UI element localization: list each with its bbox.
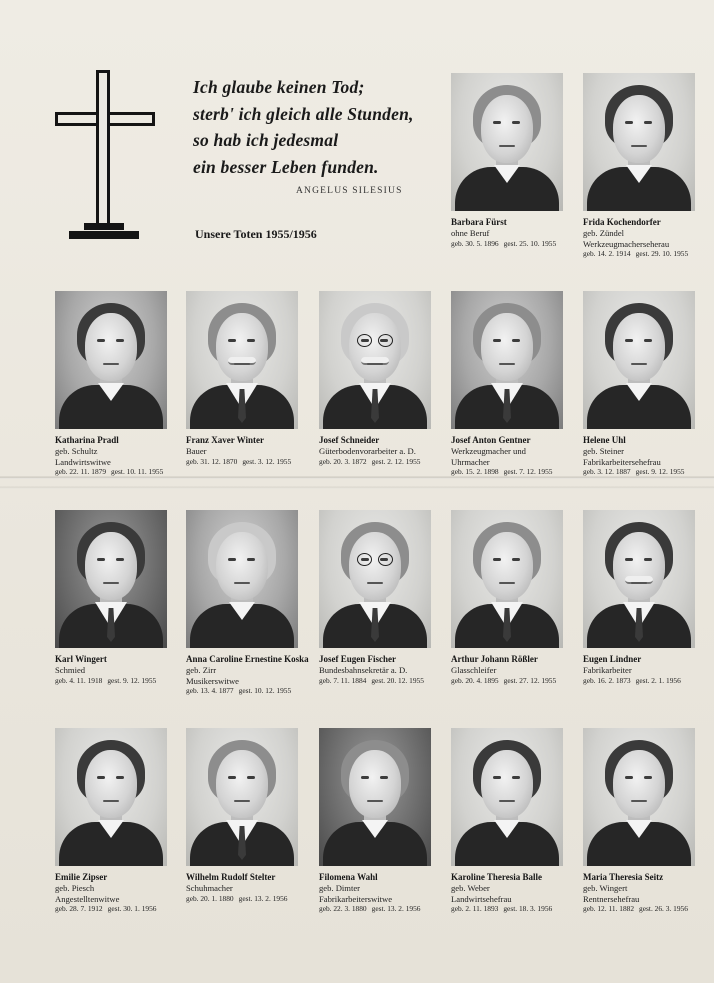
person-detail: Güterbodenvorarbeiter a. D.	[319, 446, 416, 456]
life-dates	[583, 676, 711, 686]
person-name: Barbara Fürst	[451, 217, 507, 227]
birth-date: geb. 12. 11. 1882	[583, 904, 635, 914]
obituary-entry	[583, 291, 711, 477]
birth-date: geb. 22. 11. 1879	[55, 467, 107, 477]
person-detail: geb. Dimter	[319, 883, 361, 893]
life-dates	[451, 904, 579, 914]
life-dates	[583, 249, 711, 259]
obituary-entry	[186, 510, 314, 696]
person-name: Anna Caroline Ernestine Koska	[186, 654, 309, 664]
person-detail: geb. Wingert	[583, 883, 628, 893]
obituary-entry	[451, 510, 579, 686]
birth-date: geb. 20. 1. 1880	[186, 893, 234, 903]
person-detail: Werkzeugmacher und	[451, 446, 526, 456]
person-detail: Rentnersehefrau	[583, 893, 640, 904]
portrait-photo	[451, 73, 563, 211]
birth-date: geb. 4. 11. 1918	[55, 675, 103, 685]
person-detail: Angestelltenwitwe	[55, 893, 120, 904]
portrait-photo	[583, 510, 695, 648]
life-dates	[319, 904, 447, 914]
person-detail: geb. Piesch	[55, 883, 95, 893]
obituary-entry	[319, 291, 447, 467]
poem-author: ANGELUS SILESIUS	[296, 186, 403, 196]
death-date: gest. 9. 12. 1955	[107, 675, 157, 685]
death-date: gest. 26. 3. 1956	[639, 904, 688, 914]
person-detail: Fabrikarbeitersehefrau	[583, 456, 661, 467]
birth-date: geb. 30. 5. 1896	[451, 238, 499, 248]
life-dates	[186, 686, 314, 696]
portrait-photo	[55, 291, 167, 429]
life-dates	[319, 457, 447, 467]
obituary-entry	[583, 728, 711, 914]
birth-date: geb. 13. 4. 1877	[186, 686, 234, 696]
person-detail: geb. Zündel	[583, 228, 625, 238]
portrait-photo	[583, 728, 695, 866]
person-detail: geb. Weber	[451, 883, 490, 893]
death-date: gest. 3. 12. 1955	[242, 456, 292, 466]
portrait-photo	[55, 728, 167, 866]
death-date: gest. 2. 1. 1956	[635, 675, 681, 685]
death-date: gest. 13. 2. 1956	[238, 893, 288, 903]
person-detail: geb. Zirr	[186, 665, 217, 675]
person-detail: Fabrikarbeiter	[583, 665, 632, 675]
death-date: gest. 18. 3. 1956	[503, 904, 553, 914]
death-date: gest. 7. 12. 1955	[503, 467, 553, 477]
birth-date: geb. 22. 3. 1880	[319, 904, 367, 914]
obituary-entry	[55, 510, 183, 686]
birth-date: geb. 7. 11. 1884	[319, 675, 367, 685]
page-title: Unsere Toten 1955/1956	[195, 227, 317, 241]
life-dates	[583, 467, 711, 477]
portrait-photo	[451, 728, 563, 866]
person-detail: Werkzeugmacherseherau	[583, 238, 670, 249]
birth-date: geb. 2. 11. 1893	[451, 904, 499, 914]
obituary-entry	[319, 510, 447, 686]
person-detail: Uhrmacher	[451, 456, 490, 467]
life-dates	[55, 676, 183, 686]
birth-date: geb. 20. 3. 1872	[319, 456, 367, 466]
birth-date: geb. 15. 2. 1898	[451, 467, 499, 477]
portrait-photo	[319, 510, 431, 648]
portrait-photo	[583, 291, 695, 429]
person-name: Katharina Pradl	[55, 435, 119, 445]
person-name: Wilhelm Rudolf Stelter	[186, 872, 276, 882]
death-date: gest. 10. 12. 1955	[238, 686, 292, 696]
birth-date: geb. 20. 4. 1895	[451, 675, 499, 685]
person-detail: geb. Steiner	[583, 446, 625, 456]
obituary-entry	[186, 291, 314, 467]
person-name: Karoline Theresia Balle	[451, 872, 543, 882]
person-name: Helene Uhl	[583, 435, 626, 445]
poem-line: ein besser Leben funden.	[193, 156, 379, 177]
obituary-entry	[451, 73, 579, 249]
birth-date: geb. 16. 2. 1873	[583, 675, 631, 685]
person-detail: ohne Beruf	[451, 228, 490, 238]
poem-line: sterb' ich gleich alle Stunden,	[193, 103, 414, 124]
person-name: Josef Schneider	[319, 435, 380, 445]
person-name: Filomena Wahl	[319, 872, 378, 882]
portrait-photo	[186, 728, 298, 866]
obituary-entry	[583, 73, 711, 259]
death-date: gest. 25. 10. 1955	[503, 238, 557, 248]
person-detail: Glasschleifer	[451, 665, 497, 675]
death-date: gest. 10. 11. 1955	[111, 467, 164, 477]
person-detail: Schmied	[55, 665, 86, 675]
person-name: Maria Theresia Seitz	[583, 872, 664, 882]
person-detail: Schuhmacher	[186, 883, 233, 893]
death-date: gest. 30. 1. 1956	[107, 904, 157, 914]
death-date: gest. 13. 2. 1956	[371, 904, 421, 914]
obituary-entry	[55, 728, 183, 914]
birth-date: geb. 3. 12. 1887	[583, 467, 631, 477]
life-dates	[583, 904, 711, 914]
death-date: gest. 9. 12. 1955	[635, 467, 685, 477]
life-dates	[451, 239, 579, 249]
person-name: Josef Anton Gentner	[451, 435, 531, 445]
obituary-entry	[583, 510, 711, 686]
life-dates	[186, 894, 314, 904]
person-name: Franz Xaver Winter	[186, 435, 264, 445]
person-detail: Bundesbahnsekretär a. D.	[319, 665, 408, 675]
life-dates	[55, 904, 183, 914]
death-date: gest. 27. 12. 1955	[503, 675, 557, 685]
poem	[193, 74, 443, 180]
person-detail: geb. Schultz	[55, 446, 98, 456]
death-date: gest. 20. 12. 1955	[371, 675, 424, 685]
person-name: Emilie Zipser	[55, 872, 108, 882]
portrait-photo	[583, 73, 695, 211]
person-name: Karl Wingert	[55, 654, 107, 664]
obituary-entry	[186, 728, 314, 904]
person-detail: Bauer	[186, 446, 207, 456]
life-dates	[451, 676, 579, 686]
obituary-entry	[55, 291, 183, 477]
life-dates	[451, 467, 579, 477]
person-name: Eugen Lindner	[583, 654, 642, 664]
portrait-photo	[451, 291, 563, 429]
poem-line: so hab ich jedesmal	[193, 130, 339, 150]
portrait-photo	[319, 728, 431, 866]
death-date: gest. 29. 10. 1955	[635, 249, 689, 259]
person-detail: Landwirtswitwe	[55, 456, 111, 467]
person-detail: Fabrikarbeiterswitwe	[319, 893, 393, 904]
life-dates	[186, 457, 314, 467]
obituary-entry	[451, 291, 579, 477]
person-name: Arthur Johann Rößler	[451, 654, 538, 664]
birth-date: geb. 28. 7. 1912	[55, 904, 103, 914]
person-name: Frida Kochendorfer	[583, 217, 661, 227]
death-date: gest. 2. 12. 1955	[371, 456, 421, 466]
birth-date: geb. 14. 2. 1914	[583, 249, 631, 259]
birth-date: geb. 31. 12. 1870	[186, 456, 238, 466]
life-dates	[319, 676, 447, 686]
obituary-entry	[451, 728, 579, 914]
portrait-photo	[319, 291, 431, 429]
person-detail: Musikerswitwe	[186, 675, 239, 686]
portrait-photo	[186, 510, 298, 648]
portrait-photo	[55, 510, 167, 648]
paper-fold	[0, 486, 714, 489]
portrait-photo	[186, 291, 298, 429]
person-detail: Landwirtsehefrau	[451, 893, 512, 904]
obituary-entry	[319, 728, 447, 914]
portrait-photo	[451, 510, 563, 648]
life-dates	[55, 467, 183, 477]
poem-line: Ich glaube keinen Tod;	[193, 77, 365, 97]
person-name: Josef Eugen Fischer	[319, 654, 396, 664]
